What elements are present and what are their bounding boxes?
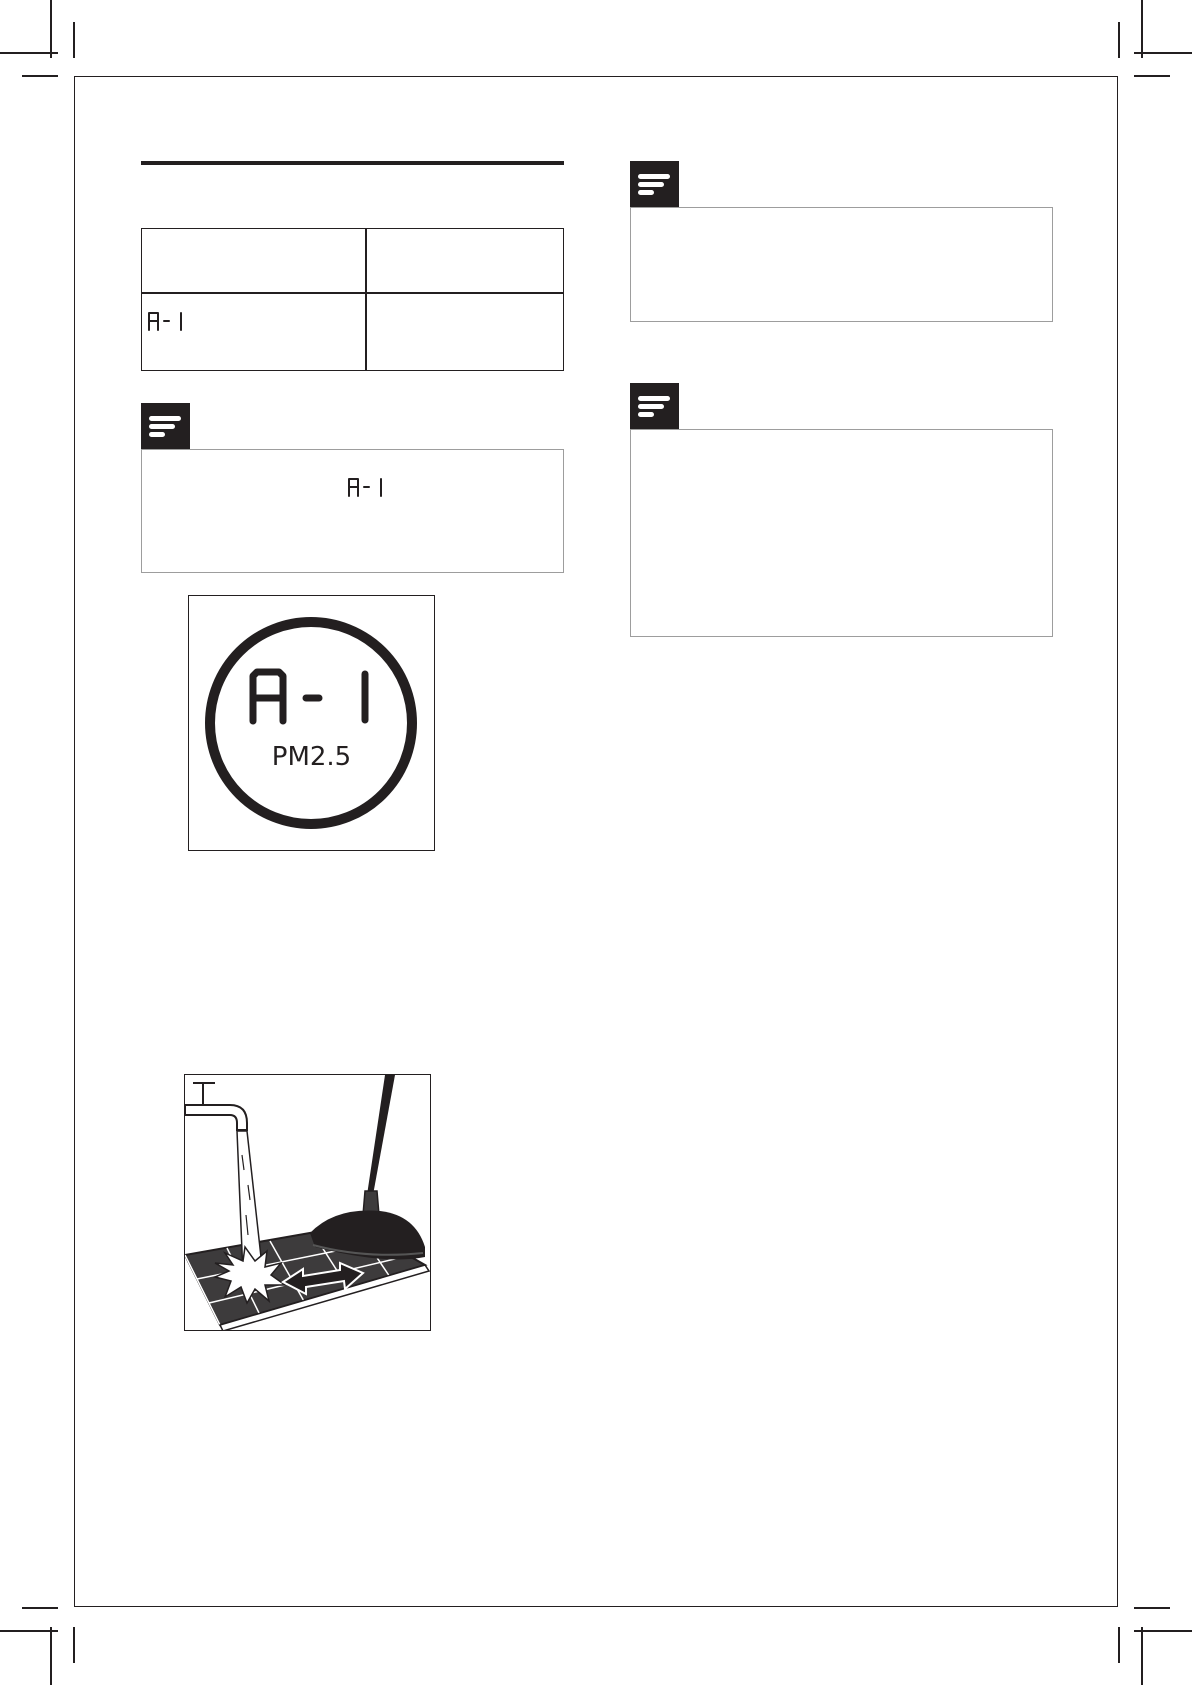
sensor-label: PM2.5 bbox=[271, 742, 352, 772]
crop-mark-bl-h2 bbox=[0, 1630, 58, 1632]
tap-icon bbox=[185, 1083, 247, 1130]
table-row-divider bbox=[142, 292, 563, 294]
crop-mark-br-h2 bbox=[1134, 1630, 1192, 1632]
figure-display-panel bbox=[188, 595, 435, 851]
note-icon bbox=[141, 403, 190, 450]
crop-mark-tl-v bbox=[73, 22, 75, 58]
note-box-right-2 bbox=[630, 429, 1053, 637]
crop-mark-tr-h bbox=[1134, 75, 1170, 77]
vacuum-cleaner-icon bbox=[310, 1075, 425, 1259]
crop-mark-br-h bbox=[1134, 1607, 1170, 1609]
section-heading-rule bbox=[141, 161, 564, 165]
note-box-display-code bbox=[141, 449, 564, 573]
crop-mark-bl-h bbox=[22, 1607, 58, 1609]
crop-mark-bl-v bbox=[73, 1627, 75, 1663]
note-icon bbox=[630, 161, 679, 208]
crop-mark-br-v2 bbox=[1141, 1627, 1143, 1685]
figure-filter-cleaning bbox=[184, 1074, 431, 1331]
crop-mark-bl-v2 bbox=[50, 1627, 52, 1685]
table-column-divider bbox=[365, 229, 367, 370]
crop-mark-tl-h bbox=[22, 75, 58, 77]
note-box-right-1 bbox=[630, 207, 1053, 322]
crop-mark-tl-h2 bbox=[0, 52, 58, 54]
table-cell-display-code bbox=[146, 309, 190, 333]
crop-mark-tr-v bbox=[1118, 22, 1120, 58]
error-code-table bbox=[141, 228, 564, 371]
display-ring bbox=[189, 596, 435, 851]
crop-mark-tl-v2 bbox=[50, 0, 52, 58]
note-icon bbox=[630, 383, 679, 430]
crop-mark-br-v bbox=[1118, 1627, 1120, 1663]
crop-mark-tr-h2 bbox=[1134, 52, 1192, 54]
crop-mark-tr-v2 bbox=[1141, 0, 1143, 58]
note-inline-display-code bbox=[346, 475, 390, 499]
water-stream-icon bbox=[215, 1131, 285, 1303]
